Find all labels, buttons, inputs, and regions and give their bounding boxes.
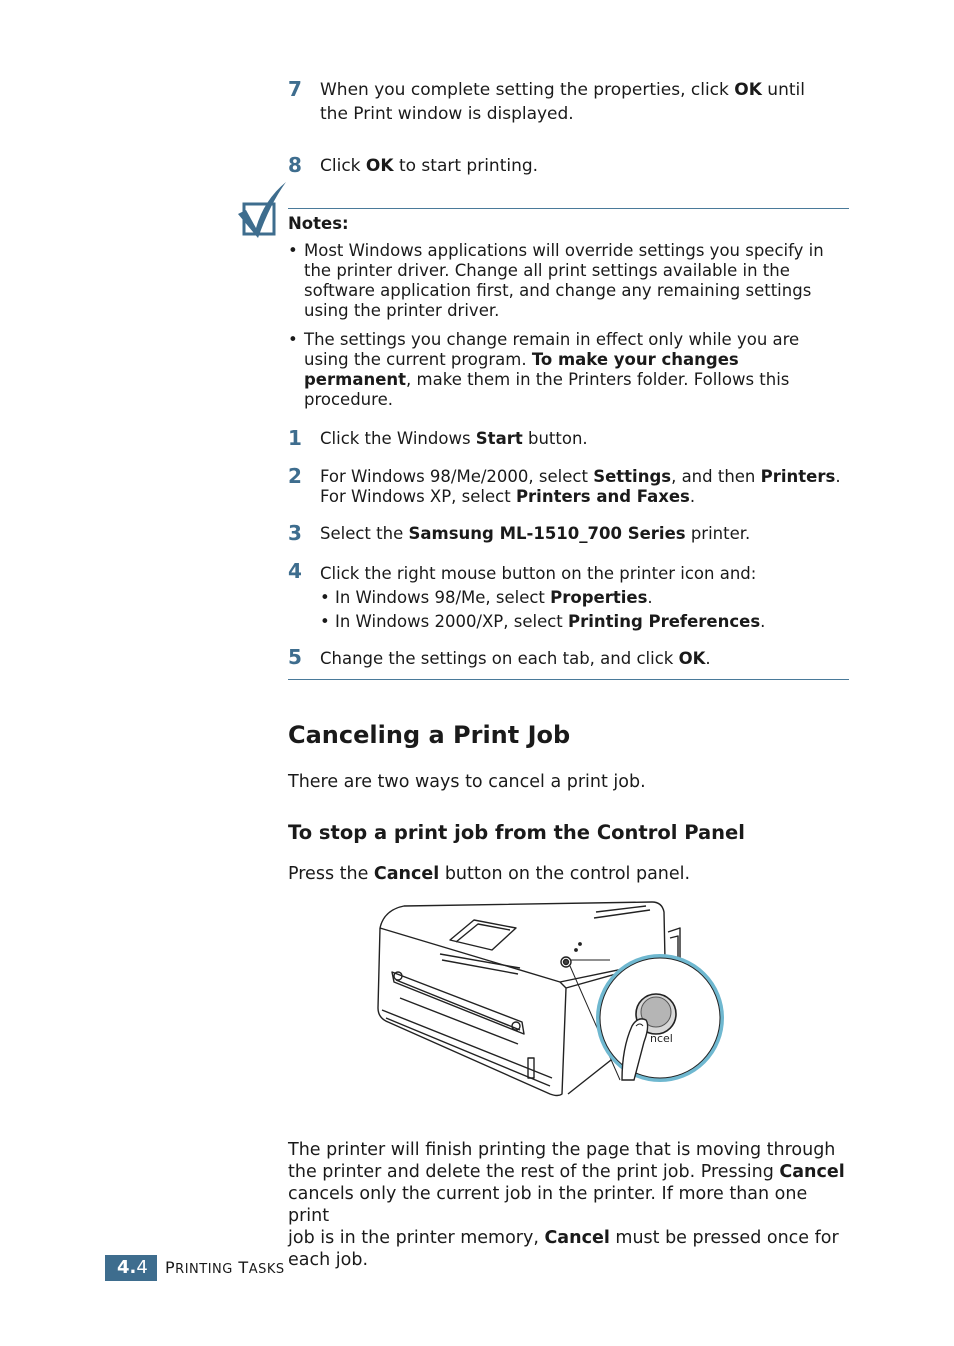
closing-line: each job. xyxy=(288,1250,369,1270)
proc-step-2-line: . xyxy=(689,487,696,506)
proc-step-4-bold: Properties xyxy=(550,588,648,607)
chapter-title-part: ASKS xyxy=(248,1262,285,1277)
press-cancel-bold: Cancel xyxy=(373,864,440,884)
cancel-label-zoom: ncel xyxy=(650,1032,673,1045)
proc-step-2-bold: Printers xyxy=(760,467,836,486)
proc-step-3-bold: Samsung ML-1510_700 Series xyxy=(408,524,686,543)
step-7-ok: OK xyxy=(734,80,762,100)
proc-step-5-post: . xyxy=(705,649,711,668)
section-title: Canceling a Print Job xyxy=(288,721,571,749)
notes-item-2 xyxy=(304,330,849,410)
chapter-title-part: T xyxy=(232,1258,249,1277)
notes-item-1-line: Most Windows applications will override settings you specify in xyxy=(304,241,824,260)
proc-step-2-bold: Settings xyxy=(593,467,672,486)
step-8-ok: OK xyxy=(365,156,394,176)
closing-line: cancels only the current job in the printer. If more than one print xyxy=(288,1184,808,1226)
closing-cancel-bold: Cancel xyxy=(779,1162,845,1182)
proc-step-3-post: printer. xyxy=(685,524,751,543)
closing-line: must be pressed once for xyxy=(609,1228,839,1248)
proc-step-4-line: . xyxy=(647,588,653,607)
proc-step-1-pre: Click the Windows xyxy=(320,429,476,448)
proc-step-2-text xyxy=(320,467,841,507)
proc-step-2-bold: Printers and Faxes xyxy=(515,487,690,506)
notes-item-2-line: , make them in the Printers folder. Follows this xyxy=(406,370,790,389)
proc-step-number-4: 4 xyxy=(288,559,302,583)
notes-item-2-bold: To make your changes xyxy=(531,350,739,369)
proc-step-4-line: • In Windows 98/Me, select xyxy=(320,588,551,607)
proc-step-2-line: For Windows XP, select xyxy=(320,487,516,506)
proc-step-4-line: • In Windows 2000/XP, select xyxy=(320,612,569,631)
proc-step-4-line: . xyxy=(760,612,766,631)
proc-step-1-text xyxy=(320,429,588,449)
press-post: button on the control panel. xyxy=(439,864,691,884)
proc-step-2-line: , and then xyxy=(671,467,761,486)
press-pre: Press the xyxy=(288,864,374,884)
notes-item-2-line: The settings you change remain in effect only while you are xyxy=(304,330,800,349)
step-number-7: 7 xyxy=(288,77,302,101)
proc-step-2-line: . xyxy=(835,467,841,486)
notes-item-2-line: procedure. xyxy=(304,390,393,409)
notes-item-2-line: using the current program. xyxy=(304,350,532,369)
printer-cancel-illustration xyxy=(370,898,726,1100)
notes-bottom-divider xyxy=(288,679,849,680)
proc-step-4-text xyxy=(320,562,765,634)
step-7-line1: When you complete setting the properties, click xyxy=(320,80,735,100)
step-7-line1-end: until xyxy=(761,80,805,100)
closing-line: the printer and delete the rest of the print job. Pressing xyxy=(288,1162,780,1182)
subsection-heading: To stop a print job from the Control Panel xyxy=(288,821,745,844)
proc-step-1-bold: Start xyxy=(475,429,523,448)
page-number: 4 xyxy=(136,1257,148,1278)
notes-item-1 xyxy=(304,241,849,321)
proc-step-number-2: 2 xyxy=(288,464,302,488)
page-number-badge xyxy=(105,1255,157,1281)
proc-step-number-5: 5 xyxy=(288,645,302,669)
closing-cancel-bold: Cancel xyxy=(544,1228,610,1248)
notes-bullet-1: • xyxy=(288,241,298,260)
press-cancel-instruction xyxy=(288,863,850,885)
proc-step-1-post: button. xyxy=(522,429,588,448)
proc-step-number-3: 3 xyxy=(288,521,302,545)
notes-top-divider xyxy=(288,208,849,209)
proc-step-4-bold: Printing Preferences xyxy=(568,612,761,631)
proc-step-4-line: Click the right mouse button on the printer icon and: xyxy=(320,564,757,583)
step-number-8: 8 xyxy=(288,153,302,177)
proc-step-5-pre: Change the settings on each tab, and click xyxy=(320,649,679,668)
closing-paragraph xyxy=(288,1139,850,1271)
closing-line: The printer will finish printing the page that is moving through xyxy=(288,1140,836,1160)
step-8-text xyxy=(320,154,538,178)
chapter-title-part: P xyxy=(165,1258,176,1277)
step-8-pre: Click xyxy=(320,156,366,176)
proc-step-3-pre: Select the xyxy=(320,524,409,543)
chapter-number: 4. xyxy=(117,1257,137,1278)
notes-item-1-line: the printer driver. Change all print settings available in the xyxy=(304,261,790,280)
proc-step-3-text xyxy=(320,524,750,544)
closing-line: job is in the printer memory, xyxy=(288,1228,545,1248)
chapter-title-part: RINTING xyxy=(175,1262,233,1277)
note-checkmark-icon xyxy=(236,180,288,242)
notes-item-2-bold: permanent xyxy=(304,370,407,389)
step-7-line2: the Print window is displayed. xyxy=(320,104,574,124)
notes-item-1-line: using the printer driver. xyxy=(304,301,500,320)
proc-step-2-line: For Windows 98/Me/2000, select xyxy=(320,467,594,486)
step-8-post: to start printing. xyxy=(393,156,539,176)
notes-item-1-line: software application first, and change any remaining settings xyxy=(304,281,812,300)
proc-step-5-text xyxy=(320,649,711,669)
chapter-title xyxy=(165,1258,285,1277)
notes-bullet-2: • xyxy=(288,330,298,349)
notes-heading: Notes: xyxy=(288,214,349,233)
step-7-text xyxy=(320,78,805,126)
proc-step-number-1: 1 xyxy=(288,426,302,450)
section-intro: There are two ways to cancel a print job. xyxy=(288,772,646,792)
proc-step-5-bold: OK xyxy=(678,649,706,668)
